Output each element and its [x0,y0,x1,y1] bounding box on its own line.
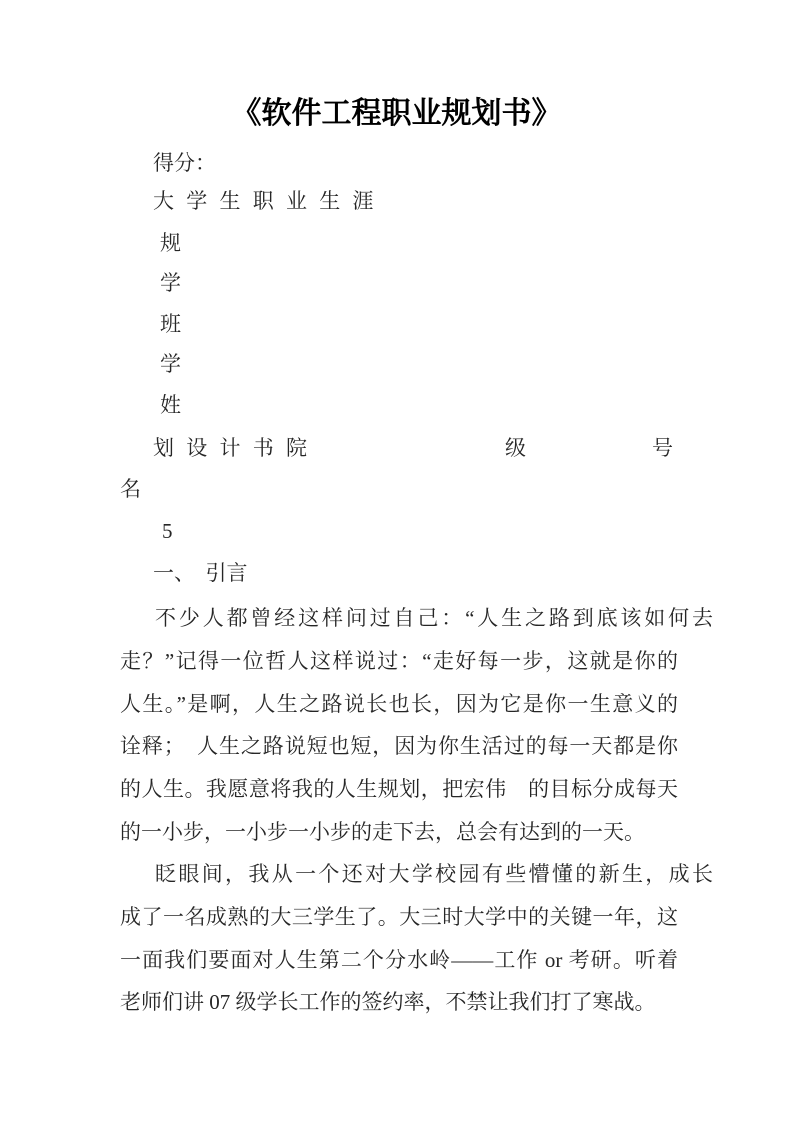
form-char-line: 姓 [160,393,181,417]
form-row-number: 号 [652,436,673,460]
paragraph-line: 的一小步，一小步一小步的走下去，总会有达到的一天。 [120,820,645,844]
form-char-line: 班 [160,312,181,336]
paragraph-line: 一面我们要面对人生第二个分水岭——工作 or 考研。听着 [120,948,678,972]
form-columns-row [120,436,678,460]
paragraph-line: 走？”记得一位哲人这样说过：“走好每一步，这就是你的 [120,649,678,673]
name-char-line: 名 [120,477,141,501]
paragraph-line: 诠释； 人生之路说短也短，因为你生活过的每一天都是你 [120,734,678,758]
paragraph-line: 老师们讲 07 级学长工作的签约率，不禁让我们打了寒战。 [120,990,656,1014]
document-title: 《软件工程职业规划书》 [231,97,562,130]
paragraph-line: 不少人都曾经这样问过自己：“人生之路到底该如何去 [155,606,713,630]
paragraph-line: 人生。”是啊，人生之路说长也长，因为它是你一生意义的 [120,692,678,716]
form-char-line: 学 [160,352,181,376]
score-label: 得分： [153,151,216,175]
form-char-line: 学 [160,271,181,295]
page-number: 5 [162,519,173,543]
paragraph-line: 的人生。我愿意将我的人生规划，把宏伟 的目标分成每天 [120,777,678,801]
form-row-grade: 级 [505,436,526,460]
form-row-left: 划 设 计 书 院 [153,436,307,460]
paragraph-line: 成了一名成熟的大三学生了。大三时大学中的关键一年，这 [120,905,678,929]
paragraph-line: 眨眼间，我从一个还对大学校园有些懵懂的新生，成长 [155,862,713,886]
section-heading: 一、 引言 [153,561,248,585]
form-line-career: 大 学 生 职 业 生 涯 [153,189,374,213]
form-char-line: 规 [160,231,181,255]
